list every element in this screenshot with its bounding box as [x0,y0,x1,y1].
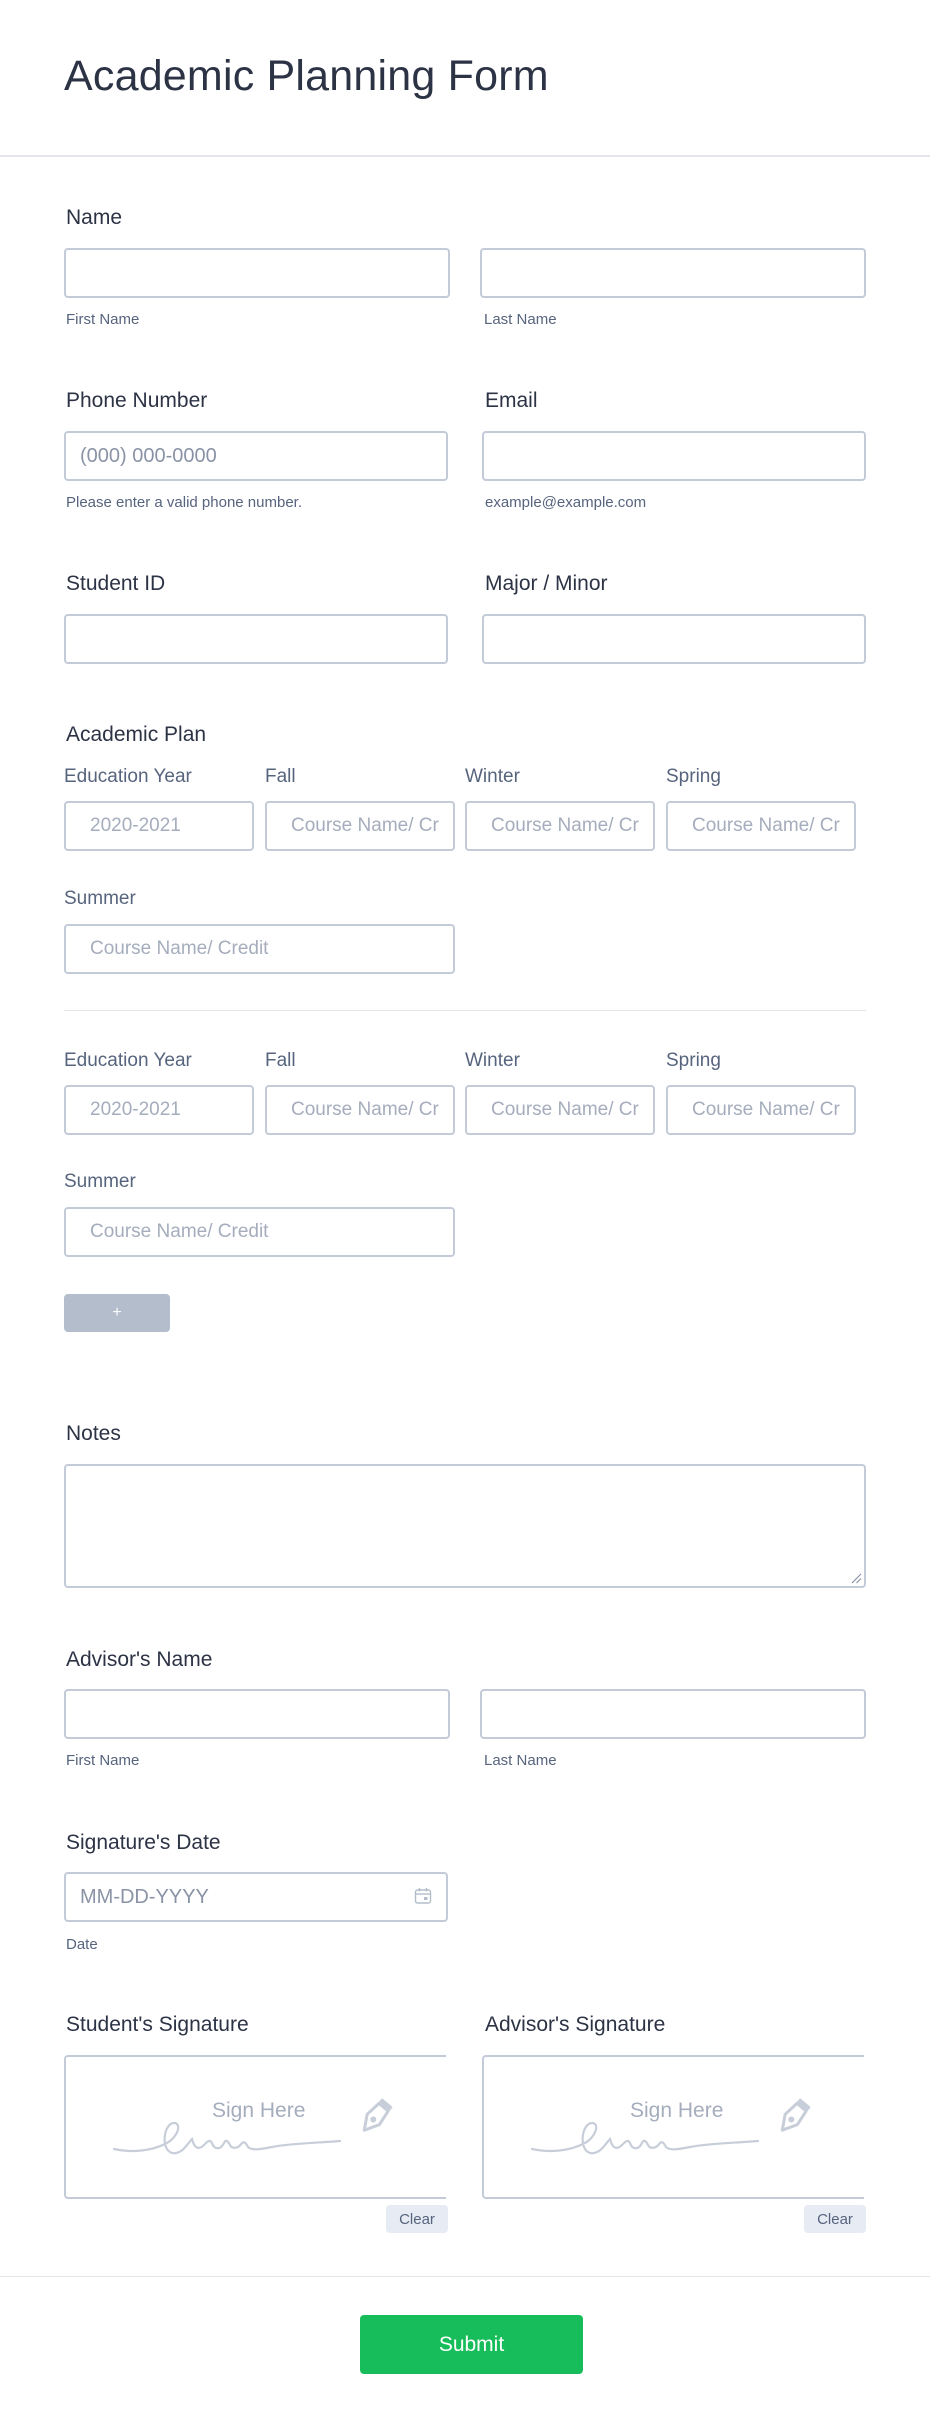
education-year-label: Education Year [64,766,192,787]
major-minor-label: Major / Minor [485,572,608,595]
advisor-last-name-input[interactable] [480,1689,866,1739]
student-id-input[interactable] [64,614,448,664]
student-signature-pad[interactable] [64,2055,446,2199]
date-picker[interactable] [64,1872,448,1922]
academic-plan-label: Academic Plan [66,723,207,746]
winter-label: Winter [465,766,520,787]
summer-course-input[interactable] [64,924,455,974]
winter-course-input[interactable] [465,1085,655,1135]
signature-date-label: Signature's Date [66,1831,221,1854]
fall-label: Fall [265,766,296,787]
student-signature-clear-button[interactable]: Clear [386,2205,448,2233]
phone-sublabel: Please enter a valid phone number. [66,494,302,511]
advisor-first-name-input[interactable] [64,1689,450,1739]
summer-course-input[interactable] [64,1207,455,1257]
education-year-input[interactable] [64,1085,254,1135]
spring-course-input[interactable] [666,801,856,851]
first-name-input[interactable] [64,248,450,298]
notes-label: Notes [66,1422,121,1445]
signature-date-input[interactable] [64,1872,448,1922]
email-sublabel: example@example.com [485,494,647,511]
phone-label: Phone Number [66,389,208,412]
summer-label: Summer [64,888,136,909]
fall-course-input[interactable] [265,801,455,851]
email-label: Email [485,389,538,412]
form-header [0,0,930,157]
phone-input[interactable] [64,431,448,481]
form-title: Academic Planning Form [64,52,549,100]
submit-button[interactable]: Submit [360,2315,583,2374]
calendar-icon[interactable] [414,1887,432,1905]
fall-label: Fall [265,1050,296,1071]
winter-course-input[interactable] [465,801,655,851]
student-signature-label: Student's Signature [66,2013,249,2036]
spring-label: Spring [666,766,721,787]
footer-divider [0,2276,930,2277]
student-id-label: Student ID [66,572,166,595]
last-name-sublabel: Last Name [484,311,557,328]
name-label: Name [66,206,123,229]
advisor-last-name-sublabel: Last Name [484,1752,557,1769]
first-name-sublabel: First Name [66,311,140,328]
sign-here-hint: Sign Here [212,2099,306,2122]
education-year-label: Education Year [64,1050,192,1071]
resize-handle-icon[interactable] [850,1572,862,1584]
winter-label: Winter [465,1050,520,1071]
sign-here-hint: Sign Here [630,2099,724,2122]
summer-label: Summer [64,1171,136,1192]
spring-course-input[interactable] [666,1085,856,1135]
date-sublabel: Date [66,1936,98,1953]
spring-label: Spring [666,1050,721,1071]
email-input[interactable] [482,431,866,481]
education-year-input[interactable] [64,801,254,851]
fall-course-input[interactable] [265,1085,455,1135]
advisor-name-label: Advisor's Name [66,1648,213,1671]
advisor-signature-pad[interactable] [482,2055,864,2199]
notes-textarea[interactable] [64,1464,866,1588]
plan-row-divider [64,1010,866,1011]
advisor-first-name-sublabel: First Name [66,1752,140,1769]
add-row-button[interactable]: + [64,1294,170,1332]
advisor-signature-label: Advisor's Signature [485,2013,666,2036]
advisor-signature-clear-button[interactable]: Clear [804,2205,866,2233]
major-minor-input[interactable] [482,614,866,664]
last-name-input[interactable] [480,248,866,298]
